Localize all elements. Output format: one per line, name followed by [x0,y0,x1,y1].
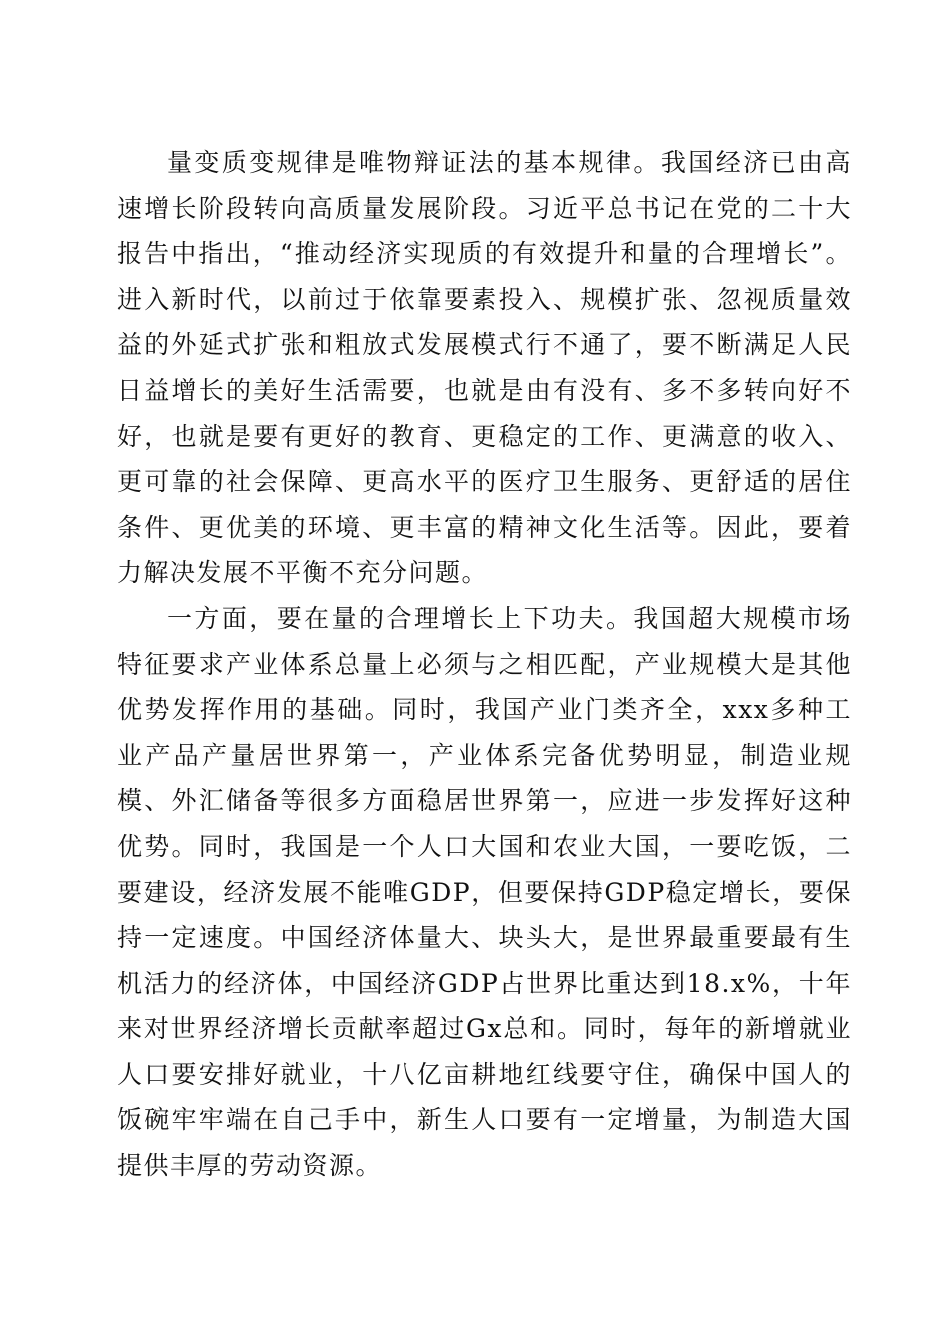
document-body [117,140,852,1189]
paragraph-reasonable-growth: 一方面，要在量的合理增长上下功夫。我国超大规模市场特征要求产业体系总量上必须与之相匹配，产业规模大是其他优势发挥作用的基础。同时，我国产业门类齐全，xxx多种工业产品产量居世界第一，产业体系完备优势明显，制造业规模、外汇储备等很多方面稳居世界第一，应进一步发挥好这种优势。同时，我国是一个人口大国和农业大国，一要吃饭，二要建设，经济发展不能唯GDP，但要保持GDP稳定增长，要保持一定速度。中国经济体量大、块头大，是世界最重要最有生机活力的经济体，中国经济GDP占世界比重达到18.x%，十年来对世界经济增长贡献率超过Gx总和。同时，每年的新增就业人口要安排好就业，十八亿亩耕地红线要守住，确保中国人的饭碗牢牢端在自己手中，新生人口要有一定增量，为制造大国提供丰厚的劳动资源。 [117,603,852,1181]
paragraph-quantity-quality: 量变质变规律是唯物辩证法的基本规律。我国经济已由高速增长阶段转向高质量发展阶段。习近平总书记在党的二十大报告中指出，“推动经济实现质的有效提升和量的合理增长”。进入新时代，以前过于依靠要素投入、规模扩张、忽视质量效益的外延式扩张和粗放式发展模式行不通了，要不断满足人民日益增长的美好生活需要，也就是由有没有、多不多转向好不好，也就是要有更好的教育、更稳定的工作、更满意的收入、更可靠的社会保障、更高水平的医疗卫生服务、更舒适的居住条件、更优美的环境、更丰富的精神文化生活等。因此，要着力解决发展不平衡不充分问题。 [117,148,852,588]
